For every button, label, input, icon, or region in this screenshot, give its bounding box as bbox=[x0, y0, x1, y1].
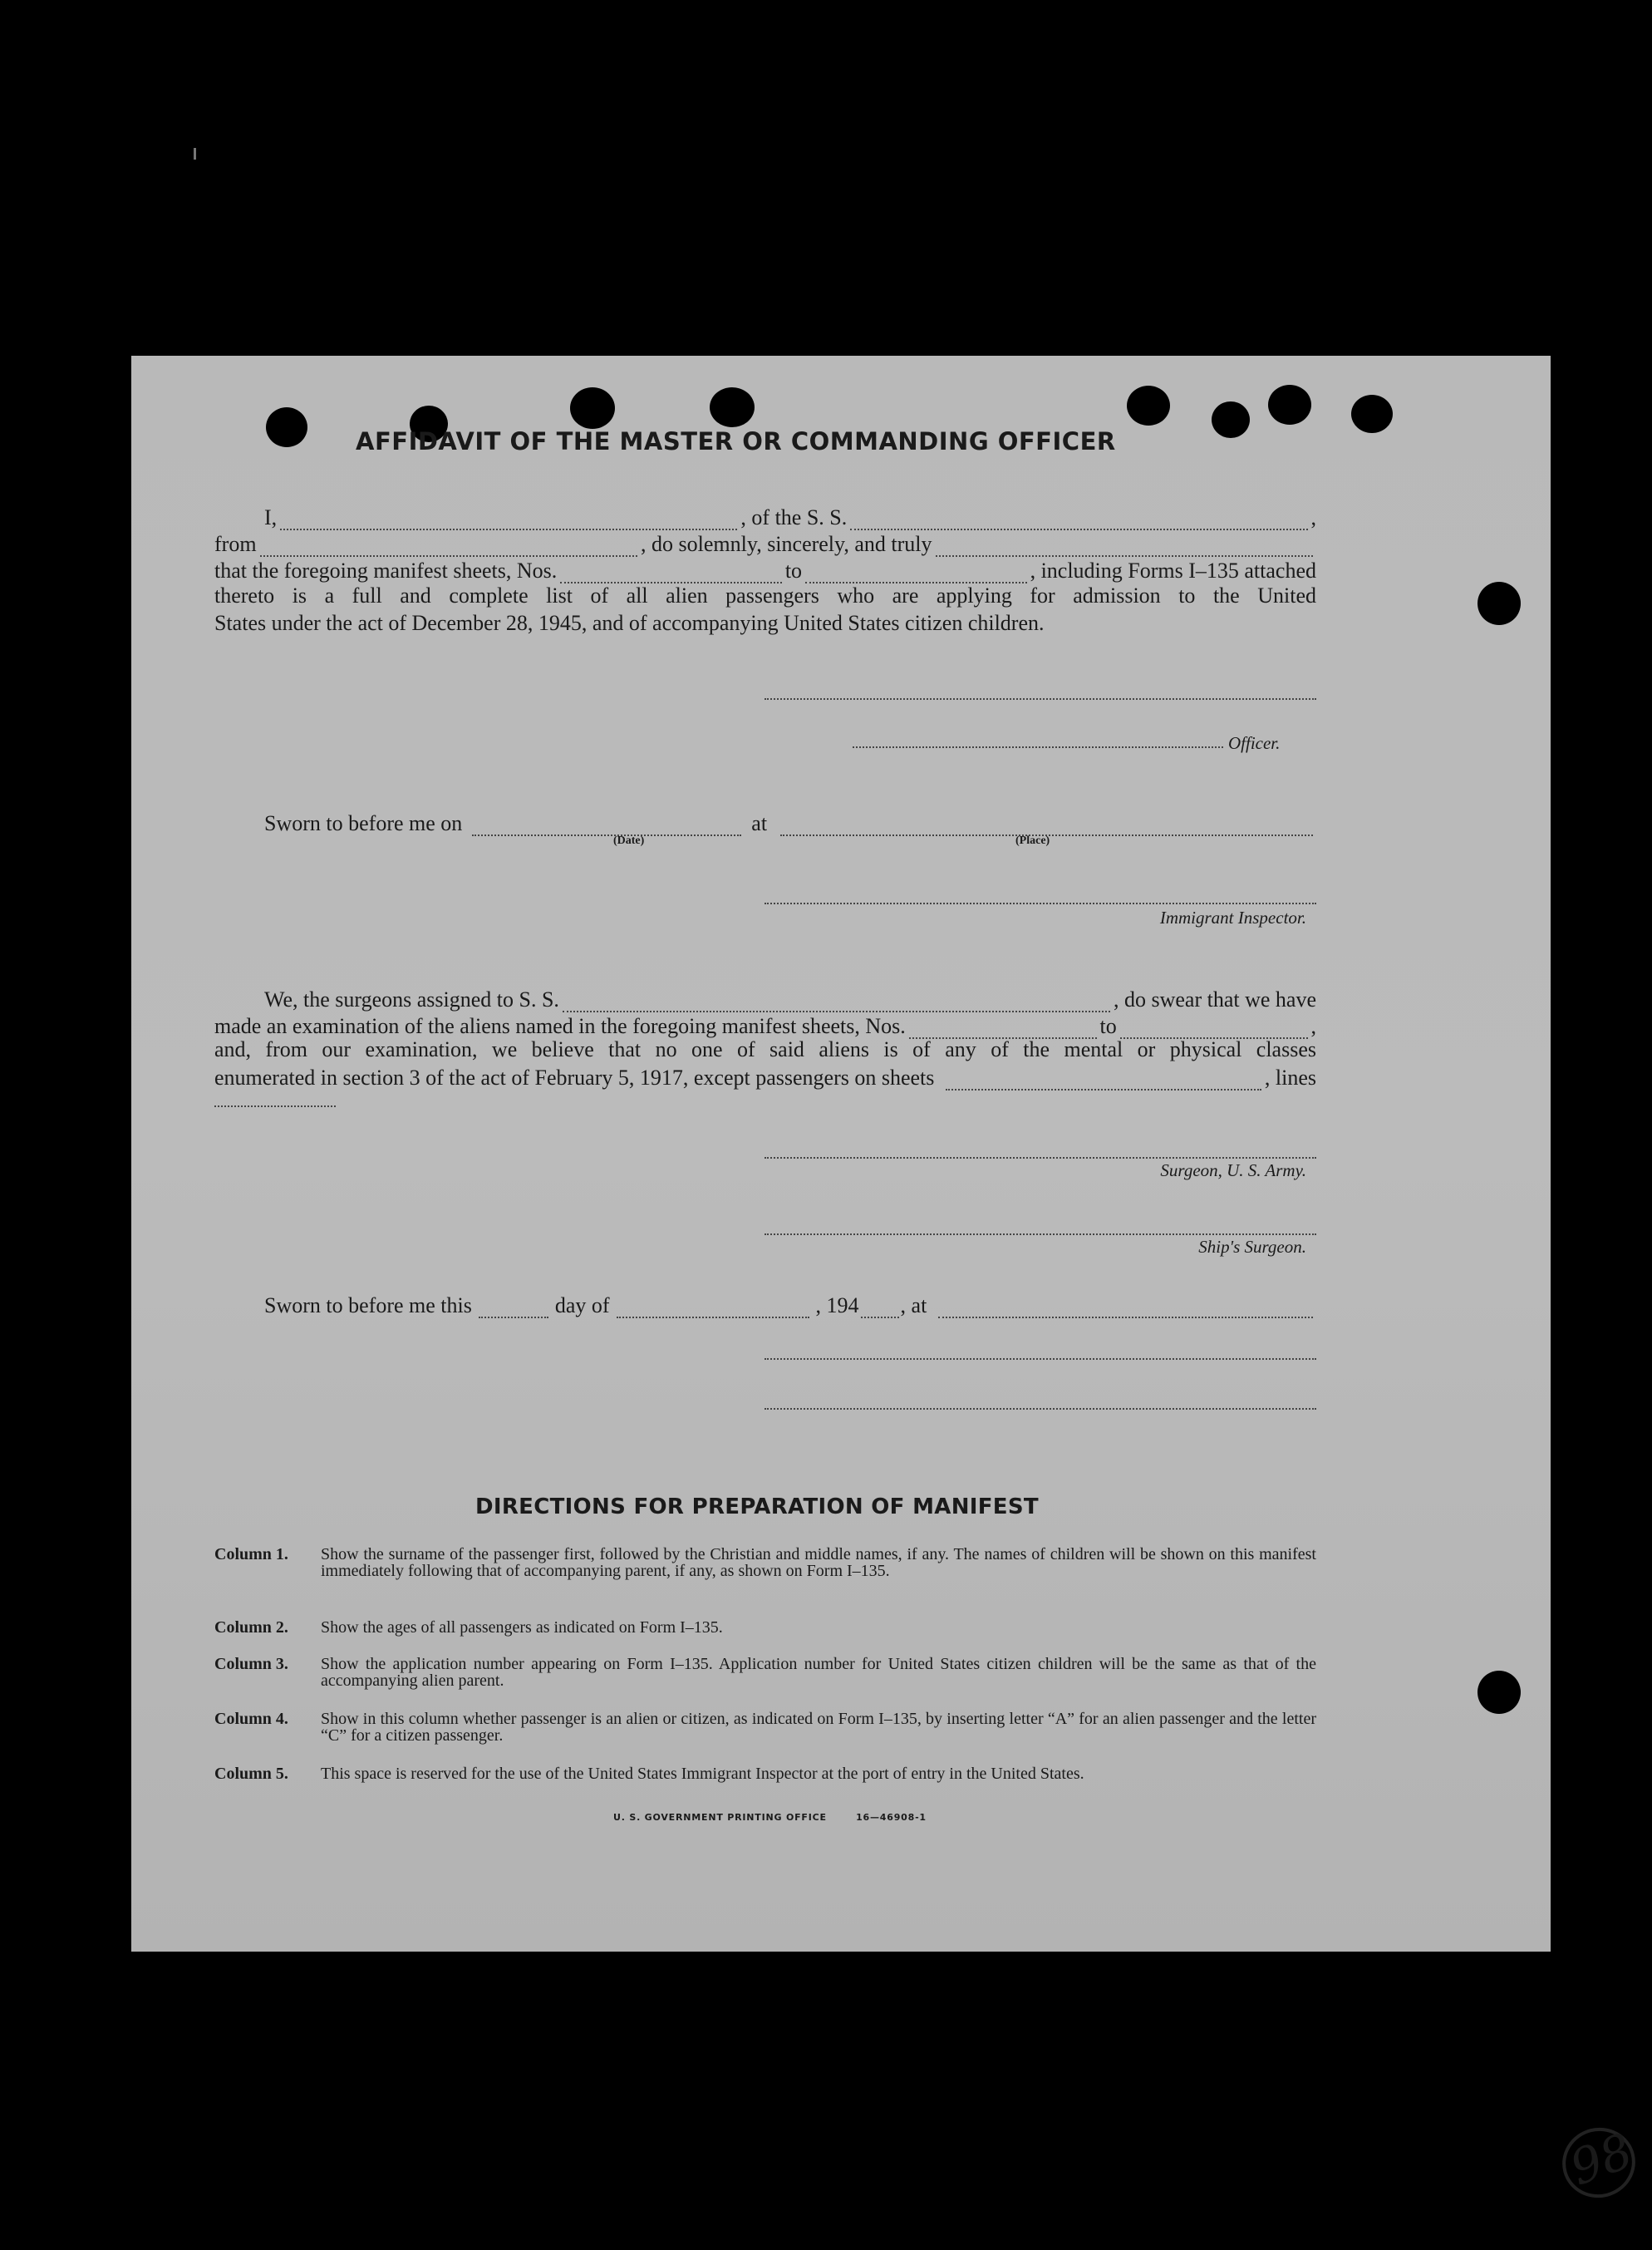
page-number-text: 98 bbox=[1562, 2122, 1640, 2197]
punch-hole bbox=[1477, 1671, 1521, 1714]
punch-hole bbox=[1127, 386, 1170, 426]
label-examination: made an examination of the aliens named in the foregoing manifest sheets, Nos. bbox=[214, 1014, 906, 1038]
surgeons-line-4 bbox=[214, 1062, 1316, 1091]
label-do-swear: , do swear that we have bbox=[1113, 987, 1316, 1012]
affidavit-line-2 bbox=[214, 529, 1316, 557]
army-surgeon-caption: Surgeon, U. S. Army. bbox=[1160, 1160, 1306, 1180]
label-i: I, bbox=[264, 505, 278, 529]
label-lines: , lines bbox=[1264, 1066, 1316, 1090]
column-label: Column 2. bbox=[214, 1618, 288, 1637]
punch-hole bbox=[1268, 385, 1311, 425]
affidavit-line-4: thereto is a full and complete list of all alien passengers who are applying for admission to the United bbox=[214, 583, 1316, 608]
label-194: , 194 bbox=[815, 1293, 859, 1317]
handwritten-page-number bbox=[1552, 2110, 1652, 2209]
comma: , bbox=[1310, 505, 1317, 529]
label-enumerated: enumerated in section 3 of the act of February 5, 1917, except passengers on sheets bbox=[214, 1066, 935, 1090]
blank-sworn-year[interactable] bbox=[861, 1310, 899, 1318]
direction-column-1 bbox=[214, 1546, 1316, 1599]
punch-hole bbox=[266, 407, 307, 447]
directions-title: DIRECTIONS FOR PREPARATION OF MANIFEST bbox=[475, 1494, 1039, 1519]
label-sworn-on: Sworn to before me on bbox=[264, 811, 463, 835]
film-speck bbox=[194, 148, 196, 160]
surgeons-line-2 bbox=[214, 1011, 1316, 1039]
label-surgeons-assigned: We, the surgeons assigned to S. S. bbox=[264, 987, 559, 1012]
blank-sworn-month[interactable] bbox=[617, 1310, 809, 1318]
blank-sworn-date[interactable] bbox=[472, 828, 741, 836]
printer-imprint bbox=[613, 1812, 927, 1823]
column-label: Column 3. bbox=[214, 1655, 288, 1673]
surgeons-line-1 bbox=[214, 984, 1316, 1012]
ship-surgeon-caption: Ship's Surgeon. bbox=[1198, 1237, 1306, 1257]
label-to: to bbox=[1099, 1014, 1117, 1038]
punch-hole bbox=[1477, 582, 1521, 625]
comma: , bbox=[1310, 1014, 1316, 1038]
officer-caption: Officer. bbox=[1228, 733, 1281, 753]
direction-column-3 bbox=[214, 1656, 1316, 1692]
affidavit-line-5: States under the act of December 28, 1945, and of accompanying United States citizen children. bbox=[214, 611, 1045, 635]
direction-column-4 bbox=[214, 1711, 1316, 1747]
signature-line-master[interactable] bbox=[765, 698, 1316, 700]
label-solemnly: , do solemnly, sincerely, and truly bbox=[641, 532, 932, 556]
label-to: to bbox=[784, 559, 803, 583]
affidavit-line-3 bbox=[214, 555, 1316, 583]
date-label: (Date) bbox=[613, 835, 645, 847]
signature-line-inspector[interactable] bbox=[765, 903, 1316, 904]
sworn-line-2 bbox=[214, 1290, 1316, 1318]
printer-name: U. S. GOVERNMENT PRINTING OFFICE bbox=[613, 1812, 827, 1823]
blank-sworn2-place[interactable] bbox=[938, 1310, 1313, 1318]
punch-hole bbox=[1351, 395, 1393, 433]
column-text: Show in this column whether passenger is an alien or citizen, as indicated on Form I–135, by inserting letter “A” for an alien passenger and the letter “C” for a citizen passenger. bbox=[321, 1710, 1316, 1745]
signature-line-ship-surgeon[interactable] bbox=[765, 1233, 1316, 1235]
column-text: Show the application number appearing on Form I–135. Application number for United States citizen children will be the same as that of the accompanying alien parent. bbox=[321, 1655, 1316, 1690]
label-day-of: day of bbox=[554, 1293, 610, 1317]
signature-line-sworn2-b[interactable] bbox=[765, 1408, 1316, 1410]
form-page bbox=[131, 356, 1640, 2197]
label-sworn-this: Sworn to before me this bbox=[264, 1293, 472, 1317]
direction-column-2 bbox=[214, 1619, 1316, 1639]
affidavit-title: AFFIDAVIT OF THE MASTER OR COMMANDING OFFICER bbox=[356, 427, 1116, 455]
label-manifest-sheets: that the foregoing manifest sheets, Nos. bbox=[214, 559, 558, 583]
column-text: Show the ages of all passengers as indicated on Form I–135. bbox=[321, 1618, 723, 1637]
affidavit-line-1 bbox=[214, 502, 1316, 530]
blank-sworn-day[interactable] bbox=[479, 1310, 548, 1318]
form-code: 16—46908-1 bbox=[856, 1812, 927, 1823]
label-from: from bbox=[214, 532, 257, 556]
sworn-line-1 bbox=[214, 808, 1316, 836]
label-of-ss: , of the S. S. bbox=[740, 505, 848, 529]
column-text: Show the surname of the passenger first, followed by the Christian and middle names, if any. The names of children will be shown on this manifest immediately following that of accompanying parent, if any, as shown on Form I–135. bbox=[321, 1545, 1316, 1580]
label-at: , at bbox=[900, 1293, 927, 1317]
inspector-caption: Immigrant Inspector. bbox=[1159, 908, 1306, 928]
column-label: Column 1. bbox=[214, 1545, 288, 1563]
column-label: Column 4. bbox=[214, 1710, 288, 1728]
signature-line-sworn2-a[interactable] bbox=[765, 1358, 1316, 1360]
surgeons-line-3: and, from our examination, we believe that no one of said aliens is of any of the mental or physical classes bbox=[214, 1037, 1316, 1061]
punch-hole bbox=[710, 387, 755, 427]
label-including-forms: , including Forms I–135 attached bbox=[1030, 559, 1316, 583]
column-label: Column 5. bbox=[214, 1765, 288, 1783]
column-text: This space is reserved for the use of the United States Immigrant Inspector at the port of entry in the United States. bbox=[321, 1765, 1084, 1783]
punch-hole bbox=[1212, 401, 1250, 438]
blank-except-sheets[interactable] bbox=[946, 1082, 1261, 1091]
blank-except-lines[interactable] bbox=[214, 1105, 336, 1107]
signature-line-officer[interactable] bbox=[853, 746, 1223, 748]
label-at: at bbox=[751, 811, 768, 835]
place-label: (Place) bbox=[1015, 835, 1050, 847]
punch-hole bbox=[570, 387, 615, 429]
signature-line-army-surgeon[interactable] bbox=[765, 1157, 1316, 1159]
direction-column-5 bbox=[214, 1765, 1316, 1802]
